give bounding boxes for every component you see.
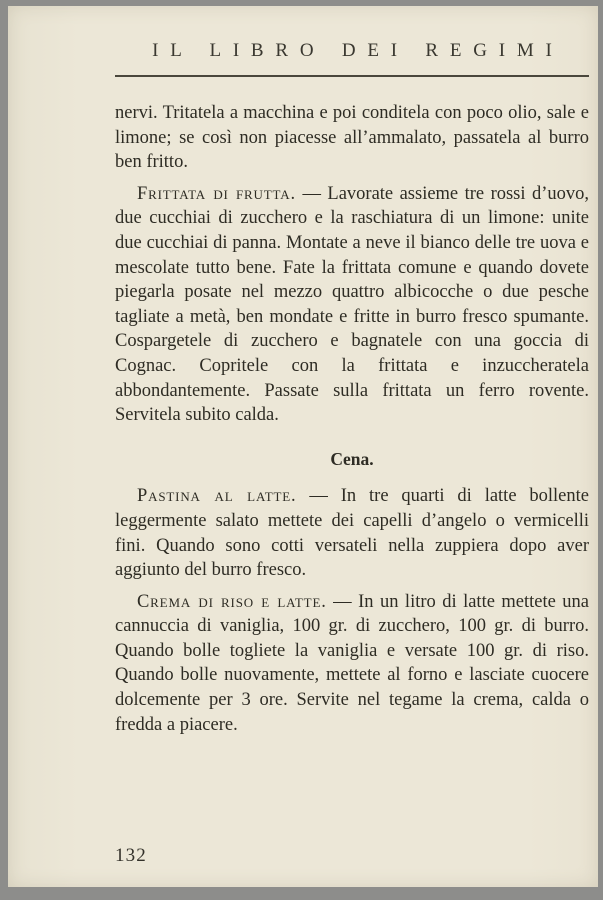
recipe-crema-di-riso-e-latte (115, 590, 589, 738)
header-rule (115, 75, 589, 77)
recipe-text-pastina-al-latte: — In tre quarti di latte bollente leggermente salato mettete dei capelli d’angelo o vermicelli fini. Quando sono cotti versateli nella zuppiera dopo aver aggiunto del burro fresco. (115, 486, 589, 581)
recipe-text-crema-di-riso-e-latte: — In un litro di latte mettete una cannuccia di vaniglia, 100 gr. di zucchero, 100 gr. di burro. Quando bolle togliete la vaniglia e versate 100 gr. di riso. Quando bolle nuovamente, mettete al forno e lasciate cuocere dolcemente per 3 ore. Servite nel tegame la crema, calda o fredda a piacere. (115, 591, 589, 735)
page-body (115, 101, 589, 737)
recipe-text-frittata-di-frutta: — Lavorate assieme tre rossi d’uovo, due cucchiai di zucchero e la raschiatura di un limone: unite due cucchiai di panna. Montate a neve il bianco delle tre uova e mescolate tutto bene. Fate la frittata comune e quando dovete piegarla posate nel mezzo quattro albicocche o due pesche tagliate a metà, ben mondate e fritte in burro fresco spumante. Cospargetele di zucchero e bagnatele con una goccia di Cognac. Copritele con la frittata e inzuccheratela abbondantemente. Passate sulla frittata un ferro rovente. Servitela subito calda. (115, 183, 590, 426)
recipe-title-crema-di-riso-e-latte: Crema di riso e latte. (137, 591, 327, 612)
paragraph-continuation: nervi. Tritatela a macchina e poi conditela con poco olio, sale e limone; se così non piacesse all’ammalato, passatela al burro ben fritto. (115, 103, 589, 173)
recipe-title-frittata-di-frutta: Frittata di frutta. (137, 183, 296, 204)
book-page-paper (8, 6, 598, 887)
page-number: 132 (115, 845, 147, 866)
page-footer (115, 845, 147, 867)
recipe-frittata-di-frutta (115, 182, 589, 428)
recipe-title-pastina-al-latte: Pastina al latte. (137, 486, 297, 507)
section-heading-cena: Cena. (330, 448, 374, 469)
running-header: IL LIBRO DEI REGIMI (152, 40, 564, 61)
recipe-pastina-al-latte (115, 484, 589, 582)
text-block (115, 40, 589, 737)
